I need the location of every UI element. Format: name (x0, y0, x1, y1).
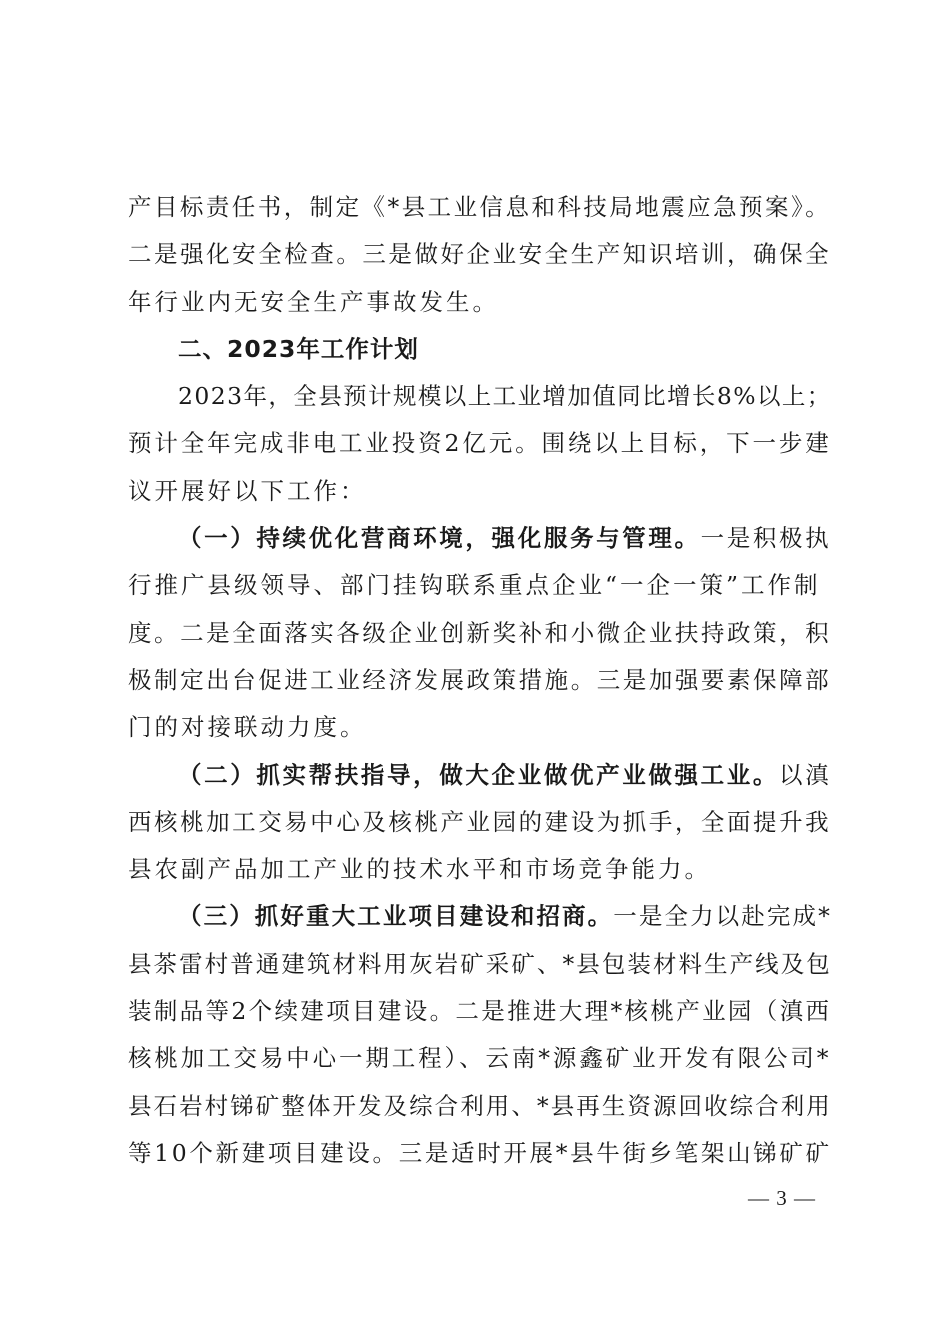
subsection-heading: （二）抓实帮扶指导，做大企业做优产业做强工业。 (178, 760, 779, 789)
section-heading: 二、2023年工作计划 (178, 334, 419, 363)
text-line: 年行业内无安全生产事故发生。 (128, 287, 499, 316)
text-run: 一是积极执 (700, 524, 832, 553)
text-line: 等10个新建项目建设。三是适时开展*县牛街乡笔架山锑矿矿 (128, 1138, 832, 1167)
text-line: 县茶雷村普通建筑材料用灰岩矿采矿、*县包装材料生产线及包 (128, 949, 832, 978)
text-line: 县石岩村锑矿整体开发及综合利用、*县再生资源回收综合利用 (128, 1091, 832, 1120)
text-line: 2023年，全县预计规模以上工业增加值同比增长8%以上； (178, 382, 832, 411)
subsection-heading: （三）抓好重大工业项目建设和招商。 (178, 902, 614, 931)
text-line: 产目标责任书，制定《*县工业信息和科技局地震应急预案》。 (128, 193, 832, 221)
text-run: 一是全力以赴完成* (613, 902, 832, 931)
paragraph-start (128, 893, 833, 940)
page-number: — 3 — (748, 1186, 816, 1210)
text-run: 以滇 (779, 760, 832, 789)
text-line: 县农副产品加工产业的技术水平和市场竞争能力。 (128, 855, 711, 884)
text-line: 核桃加工交易中心一期工程）、云南*源鑫矿业开发有限公司* (128, 1044, 832, 1073)
text-line: 预计全年完成非电工业投资2亿元。围绕以上目标，下一步建 (128, 429, 832, 458)
document-body (128, 184, 833, 1177)
text-line: 西核桃加工交易中心及核桃产业园的建设为抓手，全面提升我 (128, 807, 832, 836)
text-line: 度。二是全面落实各级企业创新奖补和小微企业扶持政策，积 (128, 618, 832, 647)
text-line: 二是强化安全检查。三是做好企业安全生产知识培训，确保全 (128, 240, 832, 269)
text-line: 门的对接联动力度。 (128, 713, 367, 742)
text-line: 装制品等2个续建项目建设。二是推进大理*核桃产业园（滇西 (128, 997, 832, 1026)
subsection-heading: （一）持续优化营商环境，强化服务与管理。 (178, 524, 701, 553)
text-line: 行推广县级领导、部门挂钩联系重点企业“一企一策”工作制 (128, 571, 821, 600)
paragraph-start (128, 752, 833, 799)
text-line: 极制定出台促进工业经济发展政策措施。三是加强要素保障部 (128, 665, 832, 694)
text-line: 议开展好以下工作： (128, 476, 367, 505)
paragraph-start (128, 515, 833, 562)
